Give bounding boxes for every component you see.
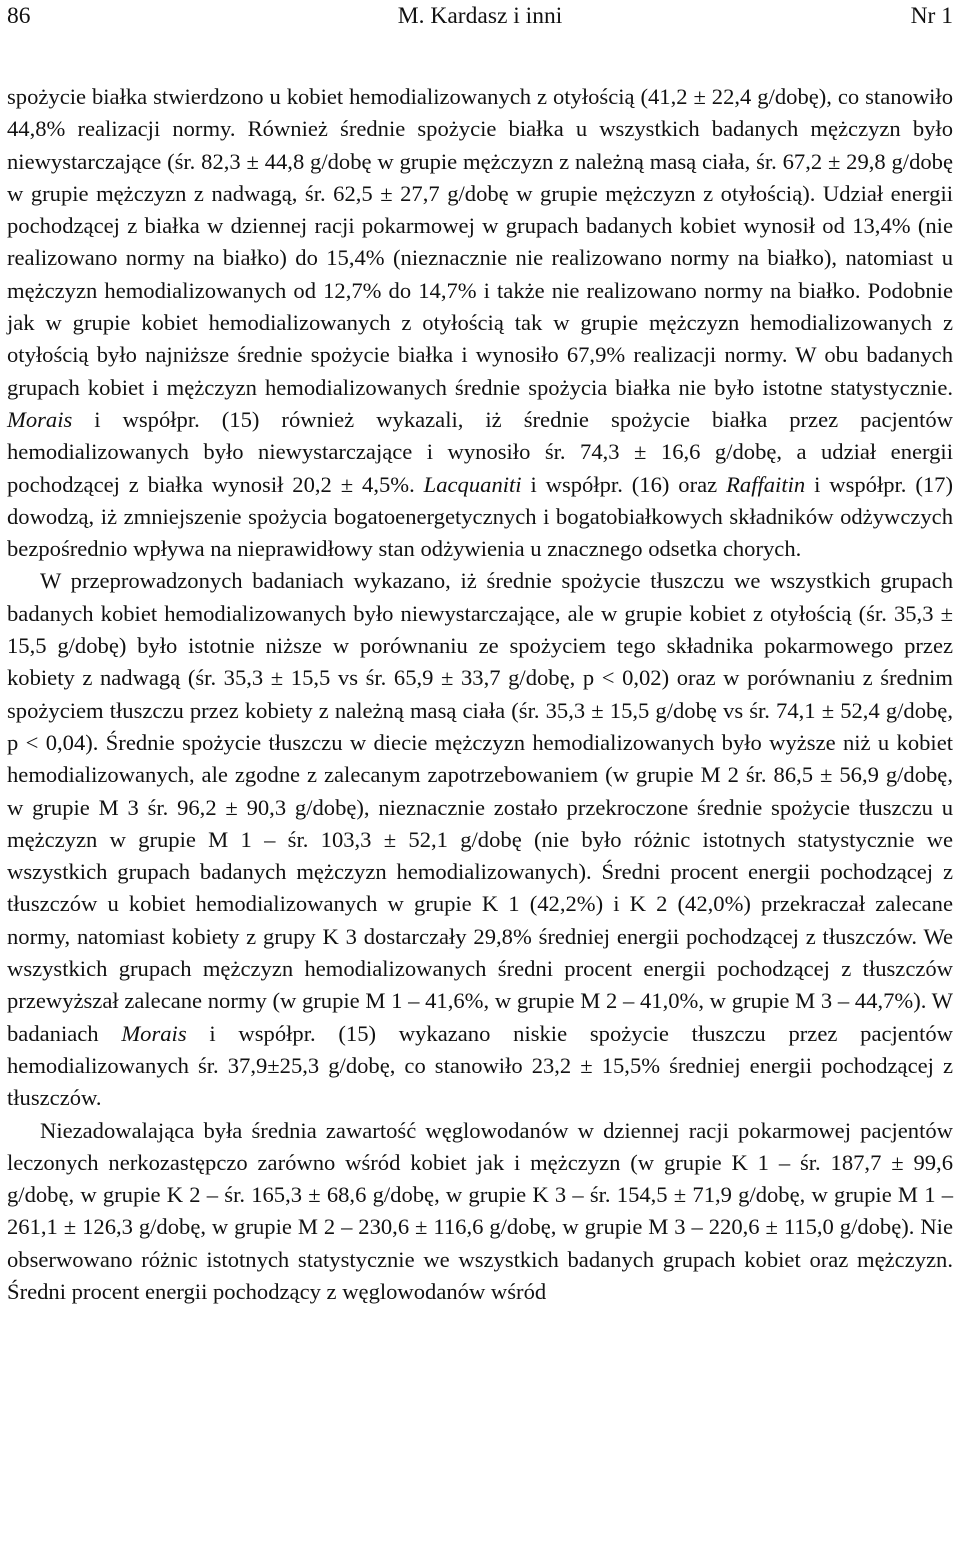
- paragraph-3: [7, 1115, 953, 1309]
- paragraph-2-text-a: W przeprowadzonych badaniach wykazano, iż średnie spożycie tłuszczu we wszystkich grupach badanych kobiet hemodializowanych było niewystarczające, ale w grupie kobiet z otyłością (śr. 35,3 ± 15,5 g/dobę) było istotnie niższe w porównaniu ze spożyciem tego składnika pokarmowego przez kobiety z nadwagą (śr. 35,3 ± 15,5 vs śr. 65,9 ± 33,7 g/dobę, p < 0,02) oraz w porównaniu z średnim spożyciem tłuszczu przez kobiety z należną masą ciała (śr. 35,3 ± 15,5 g/dobę vs śr. 74,1 ± 52,4 g/dobę, p < 0,04). Średnie spożycie tłuszczu w diecie mężczyzn hemodializowanych było wyższe niż u kobiet hemodializowanych, ale zgodne z zalecanym zapotrzebowaniem (w grupie M 2 śr. 86,5 ± 56,9 g/dobę, w grupie M 3 śr. 96,2 ± 90,3 g/dobę), nieznacznie zostało przekroczone średnie spożycie tłuszczu u mężczyzn w grupie M 1 – śr. 103,3 ± 52,1 g/dobę (nie było różnic istotnych statystycznie we wszystkich grupach badanych mężczyzn hemodializowanych). Średni procent energii pochodzącej z tłuszczów u kobiet hemodializowanych w grupie K 1 (42,2%) i K 2 (42,0%) przekraczał zalecane normy, natomiast kobiety z grupy K 3 dostarczały 29,8% średniej energii pochodzącej z tłuszczów. We wszystkich grupach mężczyzn hemodializowanych średni procent energii pochodzącej z tłuszczów przewyższał zalecane normy (w grupie M 1 – 41,6%, w grupie M 2 – 41,0%, w grupie M 3 – 44,7%). W badaniach: [7, 568, 953, 1046]
- page-number: 86: [7, 3, 31, 29]
- author-citation: Morais: [121, 1020, 187, 1046]
- author-citation: Morais: [7, 406, 73, 432]
- document-page: [7, 0, 953, 1308]
- paragraph-2-text-b: i współpr. (15) wykazano niskie spożycie tłuszczu przez pacjentów hemodializowanych śr. 37,9±25,3 g/dobę, co stanowiło 23,2 ± 15,5% średniej energii pochodzącej z tłuszczów.: [7, 1020, 953, 1111]
- author-citation: Lacquaniti: [423, 471, 522, 497]
- paragraph-1-text-b: i współpr. (15) również wykazali, iż średnie spożycie białka przez pacjentów hemodializowanych było niewystarczające i wynosiło śr. 74,3 ± 16,6 g/dobę, a udział energii pochodzącej z białka wynosił 20,2 ± 4,5%.: [7, 406, 953, 497]
- paragraph-1-text-d: i współpr. (17) dowodzą, iż zmniejszenie spożycia bogatoenergetycznych i bogatobiałkowych składników odżywczych bezpośrednio wpływa na nieprawidłowy stan odżywienia u znacznego odsetka chorych.: [7, 471, 953, 562]
- paragraph-2: [7, 565, 953, 1114]
- paragraph-1-text-c: i współpr. (16) oraz: [521, 471, 727, 497]
- author-citation: Raffaitin: [726, 471, 806, 497]
- running-title: M. Kardasz i inni: [397, 3, 563, 29]
- body-text: [7, 81, 953, 1308]
- paragraph-1-text-a: spożycie białka stwierdzono u kobiet hemodializowanych z otyłością (41,2 ± 22,4 g/dobę), co stanowiło 44,8% realizacji normy. Również średnie spożycie białka u wszystkich badanych mężczyzn było niewystarczające (śr. 82,3 ± 44,8 g/dobę w grupie mężczyzn z należną masą ciała, śr. 67,2 ± 29,8 g/dobę w grupie mężczyzn z nadwagą, śr. 62,5 ± 27,7 g/dobę w grupie mężczyzn z otyłością). Udział energii pochodzącej z białka w dziennej racji pokarmowej w grupach badanych kobiet wynosił od 13,4% (nie realizowano normy na białko) do 15,4% (nieznacznie nie realizowano normy na białko), natomiast u mężczyzn hemodializowanych od 12,7% do 14,7% i także nie realizowano normy na białko. Podobnie jak w grupie kobiet hemodializowanych z otyłością tak w grupie mężczyzn hemodializowanych z otyłością było najniższe średnie spożycie białka i wynosiło 67,9% realizacji normy. W obu badanych grupach kobiet i mężczyzn hemodializowanych średnie spożycia białka nie było istotne statystycznie.: [7, 84, 953, 400]
- page-header: [7, 0, 953, 40]
- paragraph-1: [7, 81, 953, 565]
- paragraph-3-text-a: Niezadowalająca była średnia zawartość węglowodanów w dziennej racji pokarmowej pacjentów leczonych nerkozastępczo zarówno wśród kobiet jak i mężczyzn (w grupie K 1 – śr. 187,7 ± 99,6 g/dobę, w grupie K 2 – śr. 165,3 ± 68,6 g/dobę, w grupie K 3 – śr. 154,5 ± 71,9 g/dobę, w grupie M 1 – 261,1 ± 126,3 g/dobę, w grupie M 2 – 230,6 ± 116,6 g/dobę, w grupie M 3 – 220,6 ± 115,0 g/dobę). Nie obserwowano różnic istotnych statystycznie we wszystkich badanych grupach kobiet oraz mężczyzn. Średni procent energii pochodzący z węglowodanów wśród: [7, 1117, 953, 1304]
- issue-number: Nr 1: [910, 3, 953, 29]
